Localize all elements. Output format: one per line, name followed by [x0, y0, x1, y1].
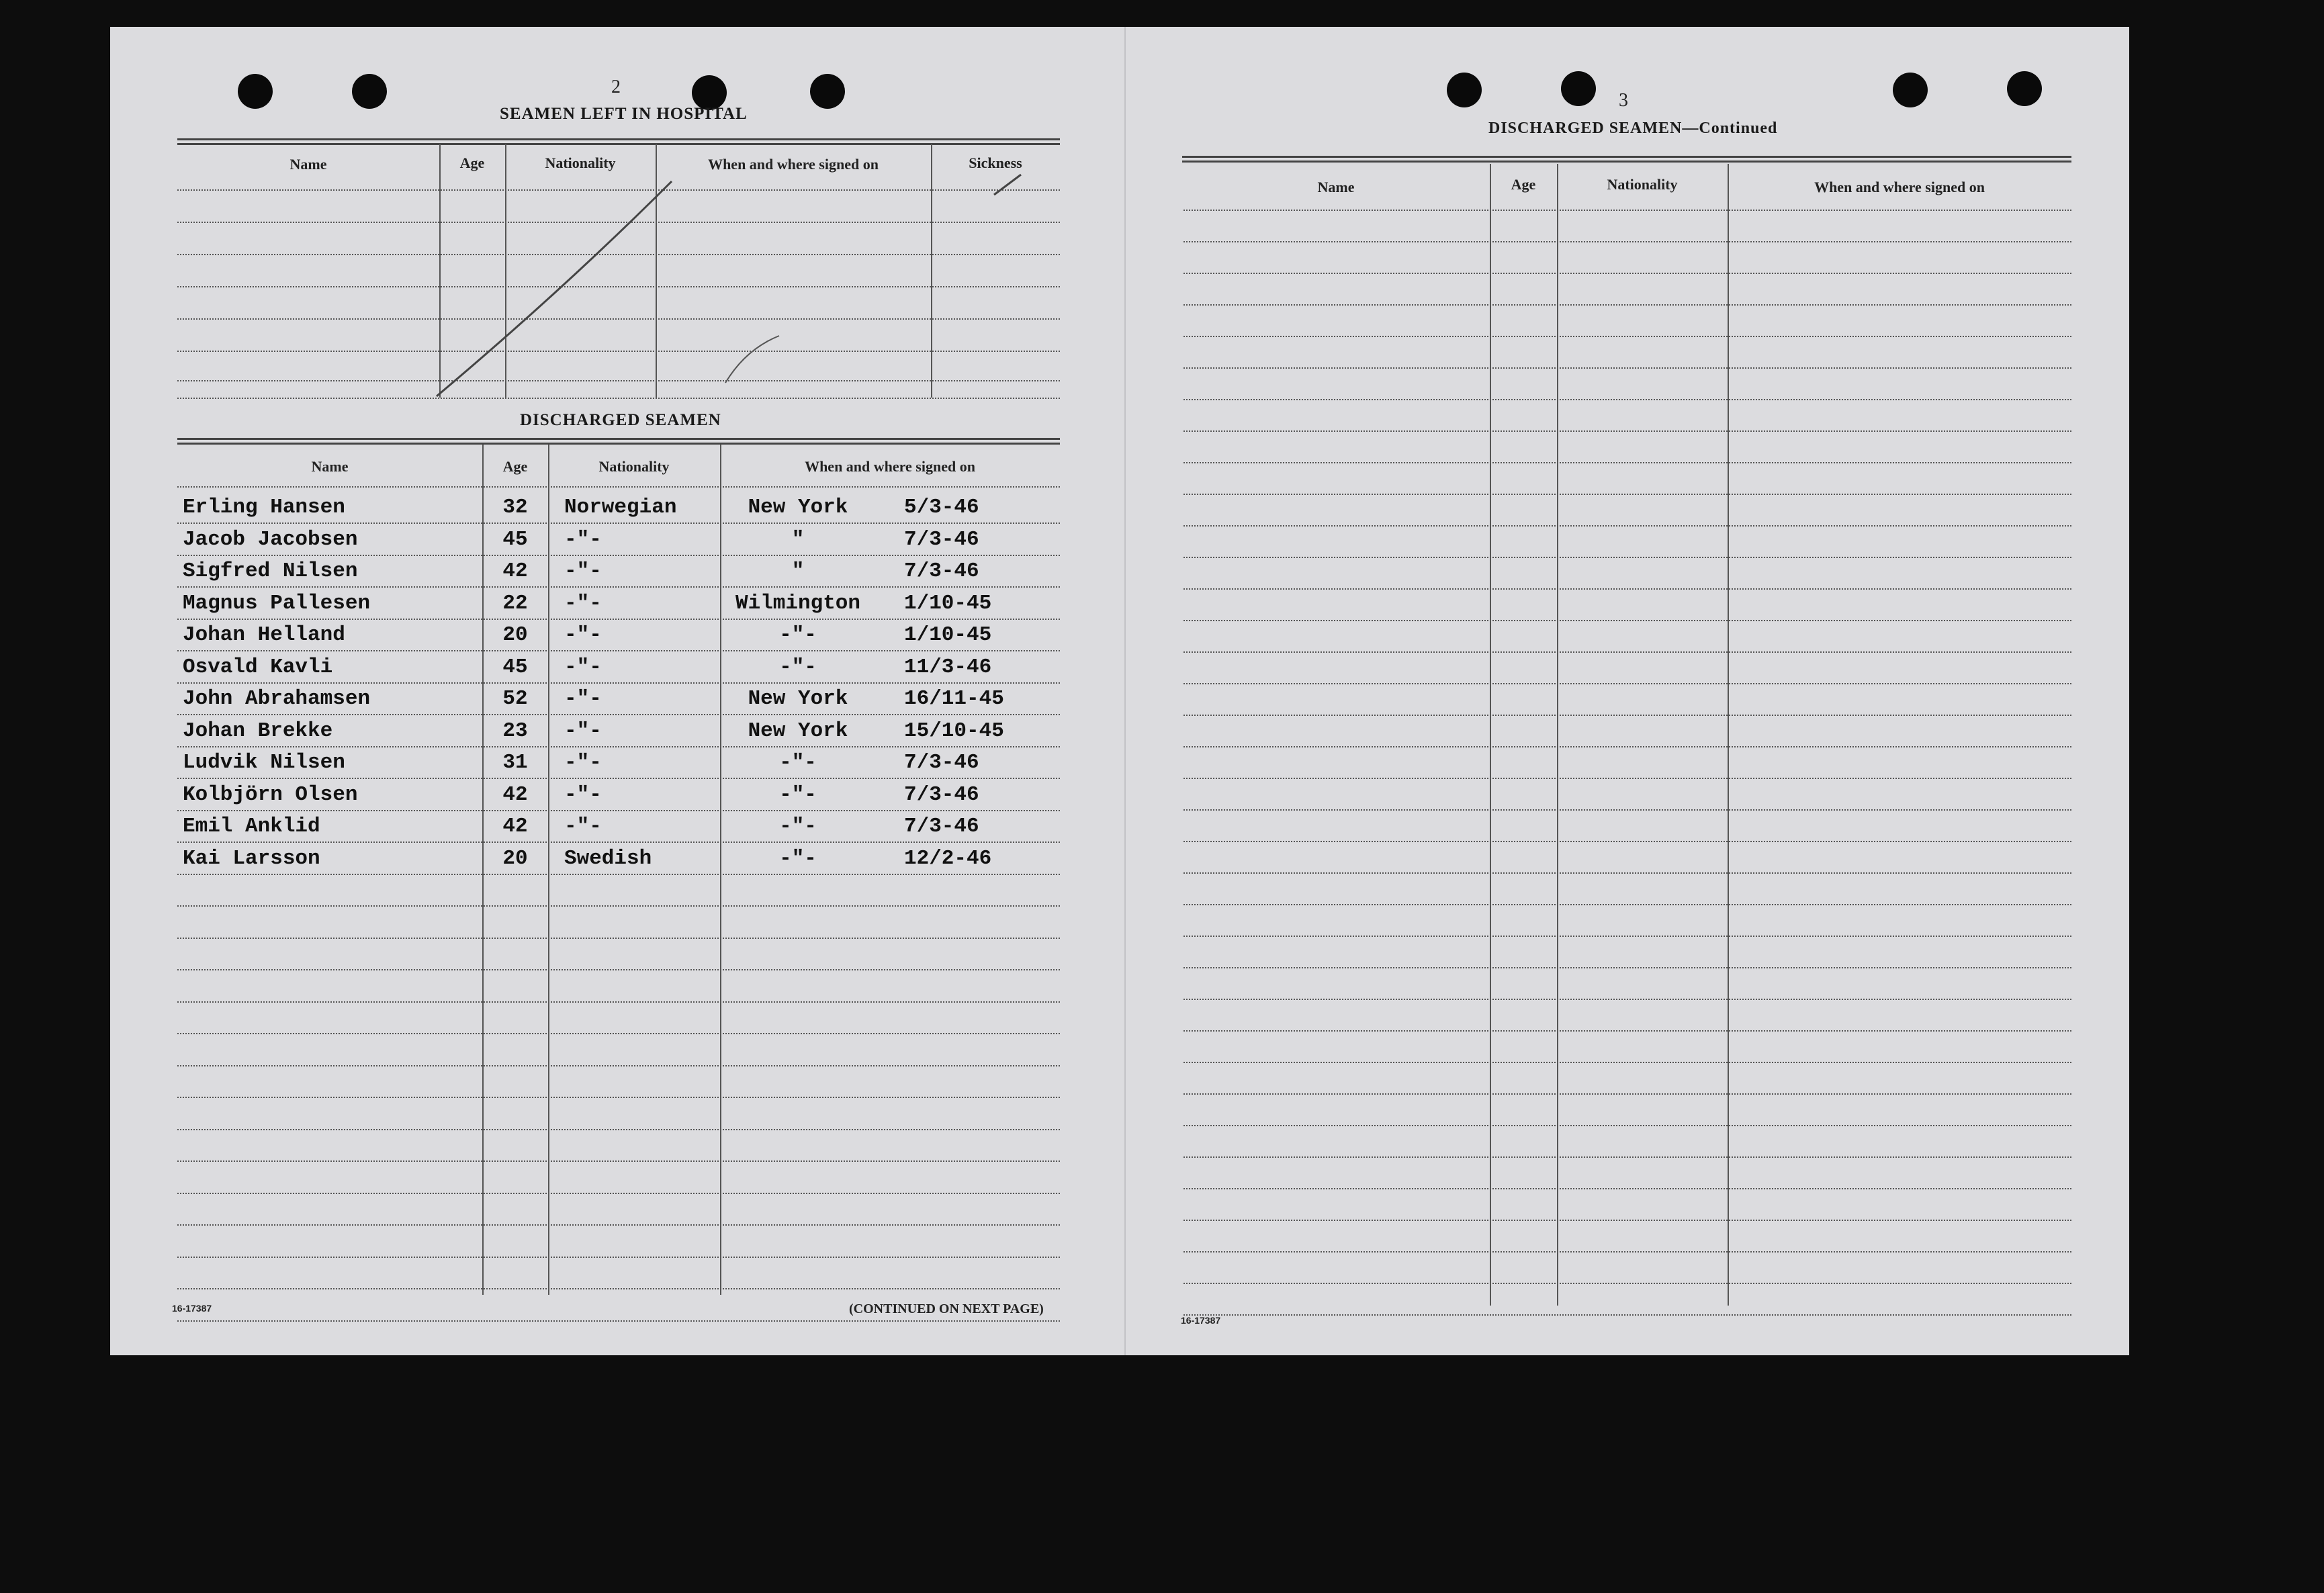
signed-on-place: -"- [779, 782, 817, 807]
signed-on-place: -"- [779, 815, 817, 838]
row-rule [1183, 494, 2071, 495]
row-rule [1183, 525, 2071, 527]
seaman-age: 20 [502, 846, 528, 870]
signed-on-place: Wilmington [735, 591, 861, 615]
rule [177, 143, 1060, 145]
signed-on-place: -"- [779, 751, 817, 774]
row-rule [177, 522, 1060, 524]
row-rule [177, 682, 1060, 684]
column-header-name: Name [289, 156, 327, 173]
row-rule [177, 714, 1060, 715]
row-rule [177, 1160, 1060, 1162]
column-header-name: Name [311, 458, 349, 475]
seaman-name: Magnus Pallesen [183, 591, 371, 615]
column-header-age: Age [1511, 176, 1536, 193]
seaman-age: 20 [502, 623, 528, 647]
row-rule [177, 969, 1060, 970]
hospital-section-title: SEAMEN LEFT IN HOSPITAL [500, 105, 748, 123]
row-rule [1183, 620, 2071, 621]
seaman-name: John Abrahamsen [183, 687, 371, 711]
column-header-age: Age [459, 154, 485, 171]
seaman-nationality: -"- [564, 591, 602, 615]
seaman-nationality: -"- [564, 623, 602, 647]
signed-on-place: -"- [779, 846, 817, 870]
row-rule [177, 1033, 1060, 1034]
row-rule [177, 650, 1060, 651]
row-rule [177, 1257, 1060, 1258]
signed-on-date: 5/3-46 [904, 496, 979, 519]
rule [1182, 156, 2071, 158]
signed-on-date: 15/10-45 [904, 719, 1004, 743]
page-number: 3 [1619, 90, 1628, 111]
discharged-section-title: DISCHARGED SEAMEN [520, 411, 721, 429]
row-rule [1183, 273, 2071, 274]
page-number: 2 [611, 77, 621, 97]
seaman-name: Ludvik Nilsen [183, 751, 345, 774]
row-rule [1183, 778, 2071, 779]
seaman-nationality: -"- [564, 559, 602, 583]
column-header-nationality: Nationality [598, 458, 670, 475]
column-header-signed-on: When and where signed on [805, 458, 975, 475]
row-rule [177, 1097, 1060, 1098]
signed-on-date: 16/11-45 [904, 687, 1004, 711]
column-divider [1490, 164, 1491, 1306]
seaman-age: 42 [502, 815, 528, 838]
signed-on-place: -"- [779, 623, 817, 647]
seaman-nationality: Swedish [564, 846, 652, 870]
signed-on-date: 7/3-46 [904, 782, 979, 807]
rule [1182, 161, 2071, 163]
row-rule [1183, 210, 2071, 211]
row-rule [1183, 999, 2071, 1000]
seaman-age: 32 [502, 496, 528, 519]
row-rule [1183, 651, 2071, 653]
column-divider [548, 445, 549, 1295]
seaman-age: 45 [502, 527, 528, 551]
column-divider [720, 445, 721, 1295]
row-rule [1183, 1156, 2071, 1158]
row-rule [177, 1129, 1060, 1130]
signed-on-date: 12/2-46 [904, 846, 992, 870]
signed-on-date: 7/3-46 [904, 559, 979, 583]
row-rule [1183, 304, 2071, 306]
continued-section-title: DISCHARGED SEAMEN—Continued [1488, 120, 1778, 137]
seaman-nationality: -"- [564, 655, 602, 679]
row-rule [1183, 1062, 2071, 1063]
seaman-age: 45 [502, 655, 528, 679]
punch-hole [352, 74, 387, 109]
seaman-nationality: -"- [564, 815, 602, 838]
seaman-name: Johan Helland [183, 623, 345, 647]
continued-note: (CONTINUED ON NEXT PAGE) [849, 1302, 1044, 1316]
row-rule [177, 586, 1060, 588]
seaman-nationality: -"- [564, 719, 602, 743]
seaman-age: 22 [502, 591, 528, 615]
seaman-name: Johan Brekke [183, 719, 333, 743]
seaman-age: 23 [502, 719, 528, 743]
column-header-nationality: Nationality [1607, 176, 1678, 193]
signed-on-date: 1/10-45 [904, 591, 992, 615]
seaman-age: 52 [502, 687, 528, 711]
column-header-signed-on: When and where signed on [1814, 179, 1985, 195]
row-rule [1183, 872, 2071, 874]
row-rule [1183, 1188, 2071, 1189]
column-header-nationality: Nationality [545, 154, 616, 171]
seaman-name: Jacob Jacobsen [183, 527, 358, 551]
row-rule [1183, 841, 2071, 842]
row-rule [1183, 241, 2071, 242]
row-rule [177, 810, 1060, 811]
row-rule [1183, 1125, 2071, 1126]
column-header-age: Age [502, 458, 528, 475]
seaman-name: Osvald Kavli [183, 655, 333, 679]
column-divider [1728, 164, 1729, 1306]
row-rule [1183, 1220, 2071, 1221]
row-rule [1183, 1314, 2071, 1316]
signed-on-place: New York [748, 687, 848, 711]
seaman-name: Sigfred Nilsen [183, 559, 358, 583]
row-rule [177, 841, 1060, 843]
row-rule [1183, 430, 2071, 432]
row-rule [177, 1288, 1060, 1289]
signed-on-place: " [791, 527, 805, 551]
row-rule [177, 486, 1060, 488]
rule [177, 138, 1060, 140]
column-header-sickness: Sickness [969, 154, 1022, 171]
row-rule [177, 1320, 1060, 1322]
row-rule [1183, 1030, 2071, 1032]
seaman-nationality: Norwegian [564, 496, 677, 519]
seaman-age: 42 [502, 559, 528, 583]
row-rule [1183, 1251, 2071, 1253]
signed-on-date: 7/3-46 [904, 527, 979, 551]
row-rule [177, 1065, 1060, 1066]
row-rule [1183, 683, 2071, 684]
row-rule [177, 1193, 1060, 1194]
column-divider [1557, 164, 1558, 1306]
punch-hole [1447, 73, 1482, 107]
row-rule [1183, 715, 2071, 716]
punch-hole [1893, 73, 1928, 107]
seaman-name: Kai Larsson [183, 846, 320, 870]
punch-hole [2007, 71, 2042, 106]
signed-on-place: New York [748, 719, 848, 743]
signed-on-place: New York [748, 496, 848, 519]
row-rule [177, 619, 1060, 620]
row-rule [1183, 336, 2071, 337]
row-rule [1183, 588, 2071, 590]
punch-hole [238, 74, 273, 109]
rule [177, 443, 1060, 445]
cancellation-mark [430, 154, 1048, 403]
row-rule [1183, 399, 2071, 400]
column-divider [482, 445, 484, 1295]
row-rule [1183, 557, 2071, 558]
column-header-signed-on: When and where signed on [708, 156, 879, 173]
row-rule [177, 905, 1060, 907]
signed-on-date: 7/3-46 [904, 751, 979, 774]
row-rule [177, 874, 1060, 875]
seaman-age: 31 [502, 751, 528, 774]
page-gutter [1124, 27, 1126, 1355]
row-rule [1183, 967, 2071, 968]
column-header-name: Name [1317, 179, 1355, 195]
signed-on-date: 11/3-46 [904, 655, 992, 679]
seaman-name: Kolbjörn Olsen [183, 782, 358, 807]
seaman-name: Erling Hansen [183, 496, 345, 519]
seaman-nationality: -"- [564, 527, 602, 551]
signed-on-date: 7/3-46 [904, 815, 979, 838]
row-rule [1183, 1283, 2071, 1284]
row-rule [177, 1224, 1060, 1226]
seaman-name: Emil Anklid [183, 815, 320, 838]
signed-on-place: " [791, 559, 805, 583]
row-rule [177, 746, 1060, 747]
row-rule [1183, 367, 2071, 369]
row-rule [1183, 936, 2071, 937]
row-rule [1183, 746, 2071, 747]
punch-hole [810, 74, 845, 109]
rule [177, 438, 1060, 440]
row-rule [1183, 462, 2071, 463]
signed-on-place: -"- [779, 655, 817, 679]
punch-hole [1561, 71, 1596, 106]
seaman-age: 42 [502, 782, 528, 807]
form-number: 16-17387 [172, 1303, 212, 1314]
seaman-nationality: -"- [564, 687, 602, 711]
row-rule [1183, 1093, 2071, 1095]
form-number: 16-17387 [1181, 1315, 1221, 1326]
row-rule [177, 555, 1060, 556]
row-rule [177, 1001, 1060, 1003]
row-rule [177, 938, 1060, 939]
row-rule [1183, 904, 2071, 905]
seaman-nationality: -"- [564, 782, 602, 807]
seaman-nationality: -"- [564, 751, 602, 774]
row-rule [1183, 809, 2071, 811]
signed-on-date: 1/10-45 [904, 623, 992, 647]
row-rule [177, 778, 1060, 779]
